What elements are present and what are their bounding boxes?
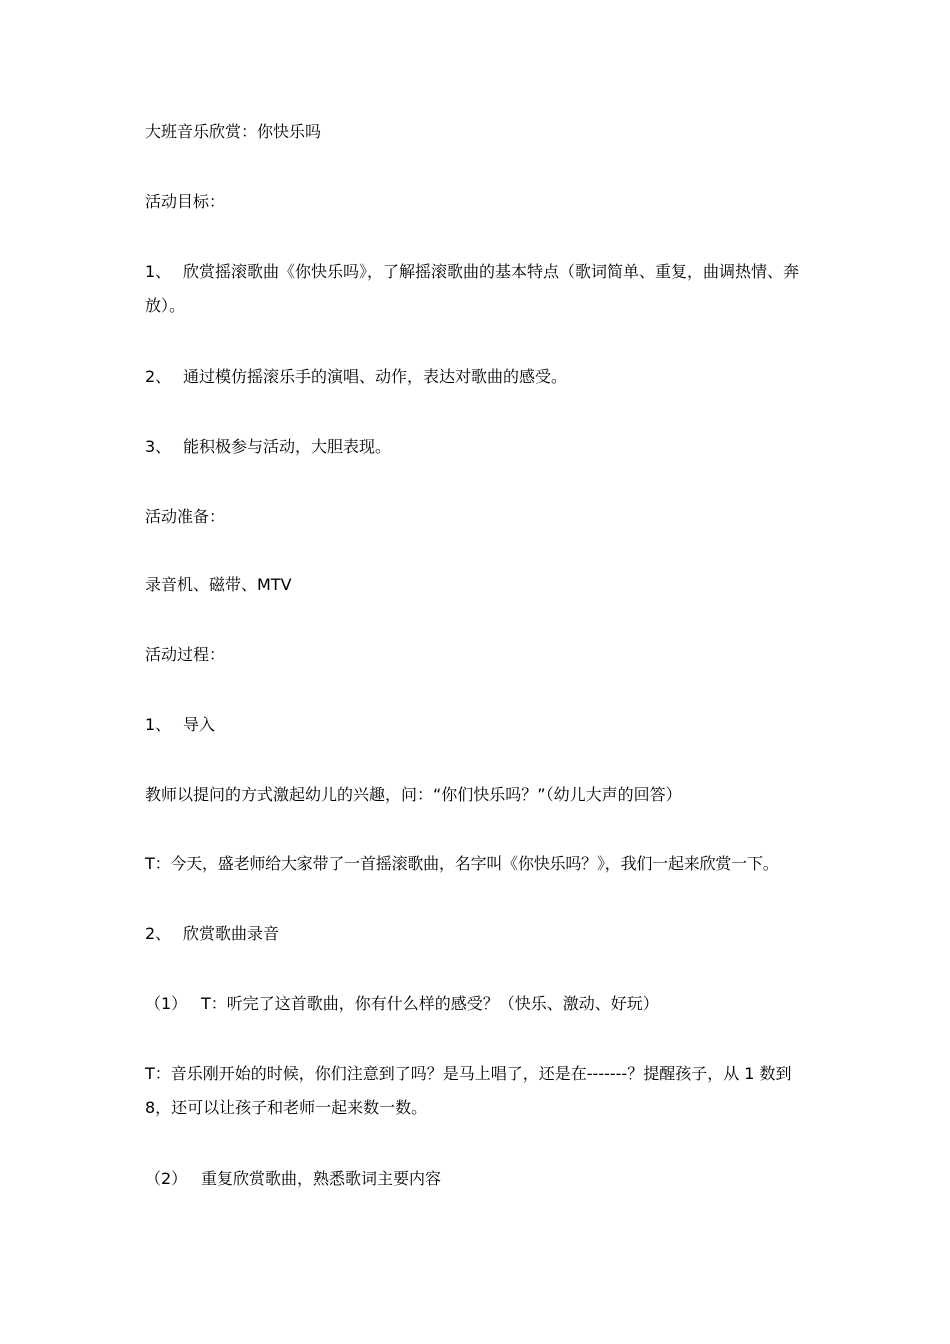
sub-step-1 [145, 987, 810, 1021]
sub-step-number: （2） [145, 1169, 188, 1188]
process-heading: 活动过程： [145, 645, 226, 664]
prep-text: 录音机、磁带、MTV [145, 575, 292, 594]
step-1 [145, 708, 810, 742]
goal-number: 1、 [145, 262, 172, 281]
step-text: 导入 [183, 715, 216, 734]
sub-step-text: T：听完了这首歌曲，你有什么样的感受？（快乐、激动、好玩） [201, 994, 659, 1013]
step-1-paragraph-2: T：今天，盛老师给大家带了一首摇滚歌曲，名字叫《你快乐吗？》，我们一起来欣赏一下。 [145, 854, 779, 873]
goal-text: 欣赏摇滚歌曲《你快乐吗》，了解摇滚歌曲的基本特点（歌词简单、重复，曲调热情、奔放）。 [145, 262, 800, 315]
goal-number: 2、 [145, 367, 172, 386]
step-number: 2、 [145, 924, 172, 943]
goals-heading: 活动目标： [145, 192, 226, 211]
sub-step-text: 重复欣赏歌曲，熟悉歌词主要内容 [201, 1169, 442, 1188]
goal-text: 通过模仿摇滚乐手的演唱、动作，表达对歌曲的感受。 [183, 367, 568, 386]
goal-text: 能积极参与活动，大胆表现。 [183, 437, 392, 456]
goal-item-3 [145, 430, 810, 464]
step-2 [145, 917, 810, 951]
sub-step-2 [145, 1162, 810, 1196]
step-1-paragraph-1: 教师以提问的方式激起幼儿的兴趣，问：“你们快乐吗？”（幼儿大声的回答） [145, 785, 682, 804]
goal-number: 3、 [145, 437, 172, 456]
sub-step-1-paragraph: T：音乐刚开始的时候，你们注意到了吗？是马上唱了，还是在-------？提醒孩子，从 1 数到 8，还可以让孩子和老师一起来数一数。 [145, 1064, 792, 1117]
sub-step-number: （1） [145, 994, 188, 1013]
prep-heading: 活动准备： [145, 507, 226, 526]
step-number: 1、 [145, 715, 172, 734]
goal-item-2 [145, 360, 810, 394]
step-text: 欣赏歌曲录音 [183, 924, 280, 943]
goal-item-1 [145, 255, 810, 323]
document-title: 大班音乐欣赏：你快乐吗 [145, 122, 322, 141]
